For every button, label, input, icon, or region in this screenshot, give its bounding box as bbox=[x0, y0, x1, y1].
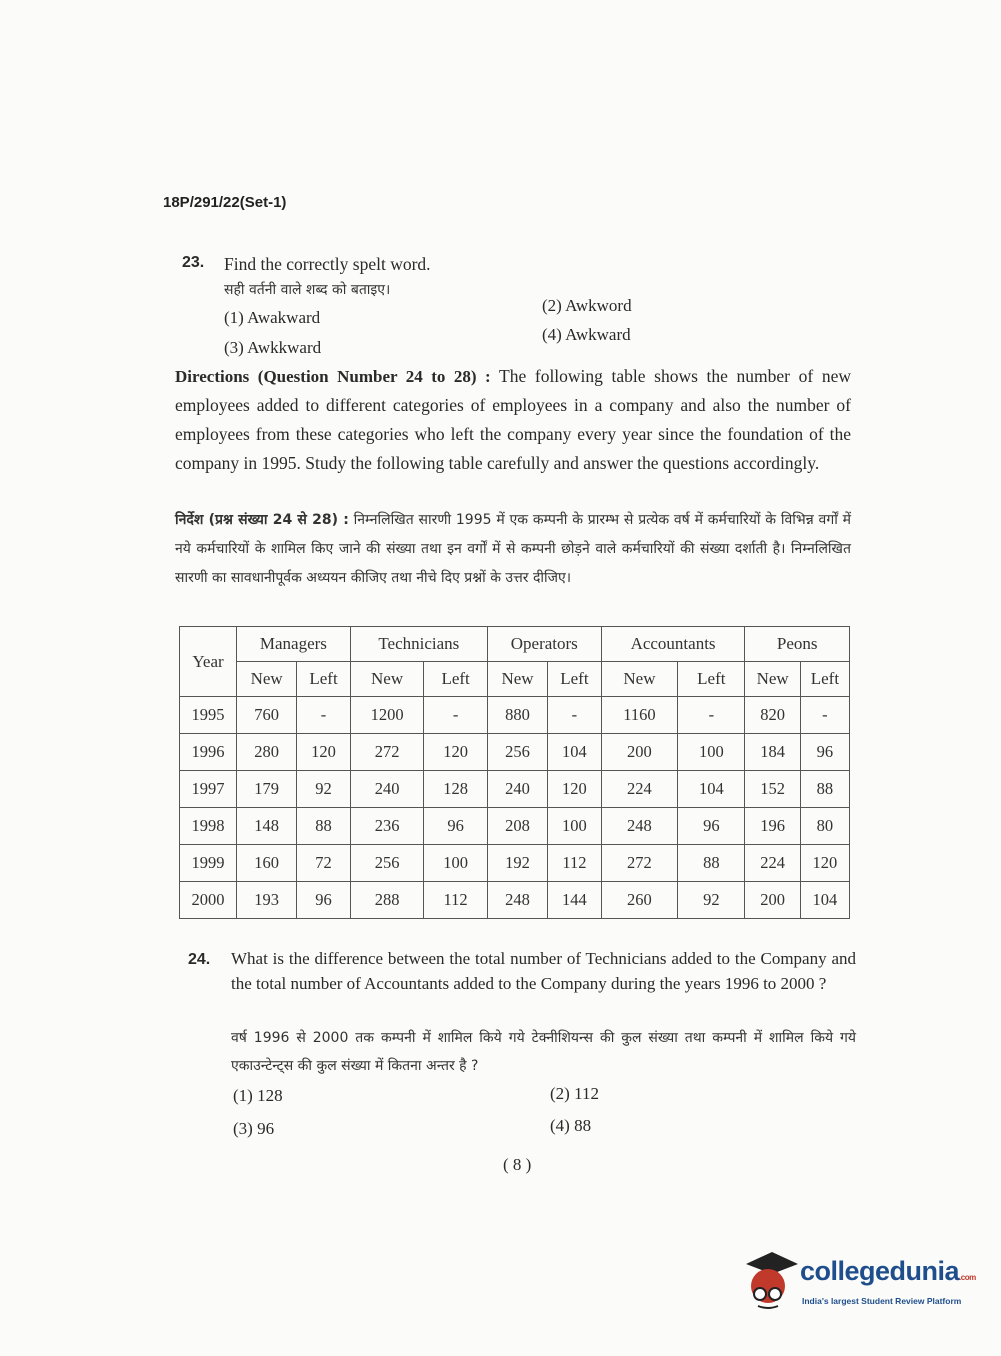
table-row bbox=[180, 697, 850, 734]
value-cell: 100 bbox=[548, 808, 601, 845]
value-cell: - bbox=[678, 697, 745, 734]
question-text-hindi: सही वर्तनी वाले शब्द को बताइए। bbox=[224, 282, 391, 298]
directions-hi bbox=[175, 506, 851, 593]
value-cell: 100 bbox=[424, 845, 488, 882]
option-4[interactable]: (4) 88 bbox=[550, 1116, 592, 1135]
new-header: New bbox=[601, 662, 678, 697]
paper-code: 18P/291/22(Set-1) bbox=[163, 194, 287, 211]
left-header: Left bbox=[548, 662, 601, 697]
category-header: Technicians bbox=[350, 627, 487, 662]
value-cell: 880 bbox=[487, 697, 547, 734]
directions-label-hindi: निर्देश (प्रश्न संख्या 24 से 28) : bbox=[175, 512, 349, 528]
logo-tagline: India's largest Student Review Platform bbox=[802, 1296, 962, 1306]
value-cell: 208 bbox=[487, 808, 547, 845]
year-header: Year bbox=[180, 627, 237, 697]
value-cell: 88 bbox=[678, 845, 745, 882]
value-cell: 196 bbox=[745, 808, 800, 845]
value-cell: 280 bbox=[237, 734, 297, 771]
year-cell: 2000 bbox=[180, 882, 237, 919]
option-3[interactable]: (3) 96 bbox=[233, 1119, 275, 1138]
option-1[interactable]: (1) 128 bbox=[233, 1086, 283, 1105]
new-header: New bbox=[487, 662, 547, 697]
question-number: 24. bbox=[188, 951, 211, 968]
value-cell: 260 bbox=[601, 882, 678, 919]
value-cell: 272 bbox=[601, 845, 678, 882]
value-cell: - bbox=[424, 697, 488, 734]
value-cell: 104 bbox=[800, 882, 849, 919]
value-cell: 179 bbox=[237, 771, 297, 808]
value-cell: 96 bbox=[678, 808, 745, 845]
value-cell: 288 bbox=[350, 882, 424, 919]
value-cell: 240 bbox=[350, 771, 424, 808]
value-cell: 1160 bbox=[601, 697, 678, 734]
left-header: Left bbox=[424, 662, 488, 697]
value-cell: 92 bbox=[678, 882, 745, 919]
collegedunia-logo bbox=[742, 1250, 976, 1312]
logo-suffix: .com bbox=[959, 1273, 976, 1282]
value-cell: 248 bbox=[601, 808, 678, 845]
new-header: New bbox=[237, 662, 297, 697]
value-cell: 128 bbox=[424, 771, 488, 808]
value-cell: - bbox=[297, 697, 350, 734]
employees-table bbox=[179, 626, 850, 919]
logo-name: collegedunia bbox=[800, 1256, 960, 1286]
value-cell: 112 bbox=[424, 882, 488, 919]
left-header: Left bbox=[297, 662, 350, 697]
option-2[interactable]: (2) 112 bbox=[550, 1084, 599, 1103]
directions-text-hindi: निम्नलिखित सारणी 1995 में एक कम्पनी के प्रारम्भ से प्रत्येक वर्ष में कर्मचारियों के विभिन्न वर्गों में नये कर्मचारियों के शामिल किए जाने की संख्या तथा इन वर्गों में से कम्पनी छोड़ने वाले कर्मचारियों की संख्या दर्शाती है। निम्नलिखित सारणी का सावधानीपूर्वक अध्ययन कीजिए तथा नीचे दिए प्रश्नों के उत्तर दीजिए। bbox=[175, 512, 852, 586]
option-3[interactable]: (3) Awkkward bbox=[224, 338, 322, 357]
question-text: What is the difference between the total number of Technicians added to the Company and the total number of Accountants added to the Company during the years 1996 to 2000 ? bbox=[231, 949, 856, 993]
option-2[interactable]: (2) Awkword bbox=[542, 296, 632, 315]
left-header: Left bbox=[678, 662, 745, 697]
value-cell: 248 bbox=[487, 882, 547, 919]
directions-en bbox=[175, 362, 851, 478]
table-row bbox=[180, 845, 850, 882]
option-1[interactable]: (1) Awakward bbox=[224, 308, 321, 327]
value-cell: 160 bbox=[237, 845, 297, 882]
year-cell: 1996 bbox=[180, 734, 237, 771]
value-cell: 120 bbox=[424, 734, 488, 771]
value-cell: 148 bbox=[237, 808, 297, 845]
mascot-icon bbox=[742, 1250, 798, 1310]
value-cell: 88 bbox=[297, 808, 350, 845]
value-cell: 92 bbox=[297, 771, 350, 808]
value-cell: 240 bbox=[487, 771, 547, 808]
value-cell: 112 bbox=[548, 845, 601, 882]
value-cell: - bbox=[800, 697, 849, 734]
value-cell: 224 bbox=[745, 845, 800, 882]
year-cell: 1998 bbox=[180, 808, 237, 845]
value-cell: 1200 bbox=[350, 697, 424, 734]
table-row bbox=[180, 882, 850, 919]
new-header: New bbox=[745, 662, 800, 697]
table-row bbox=[180, 771, 850, 808]
value-cell: 224 bbox=[601, 771, 678, 808]
directions-text: The following table shows the number of new employees added to different categories of employees in a company and also the number of employees from these categories who left the company every year since the foundation of the company in 1995. Study the following table carefully and answer the questions accordingly. bbox=[175, 366, 851, 473]
question-number: 23. bbox=[182, 254, 205, 271]
table-row bbox=[180, 808, 850, 845]
value-cell: - bbox=[548, 697, 601, 734]
value-cell: 100 bbox=[678, 734, 745, 771]
value-cell: 120 bbox=[548, 771, 601, 808]
value-cell: 256 bbox=[487, 734, 547, 771]
category-header: Operators bbox=[487, 627, 601, 662]
value-cell: 200 bbox=[745, 882, 800, 919]
category-header: Peons bbox=[745, 627, 850, 662]
value-cell: 80 bbox=[800, 808, 849, 845]
value-cell: 96 bbox=[424, 808, 488, 845]
value-cell: 96 bbox=[800, 734, 849, 771]
option-4[interactable]: (4) Awkward bbox=[542, 325, 631, 344]
directions-label: Directions (Question Number 24 to 28) : bbox=[175, 367, 491, 386]
category-header: Managers bbox=[237, 627, 351, 662]
value-cell: 104 bbox=[678, 771, 745, 808]
category-header: Accountants bbox=[601, 627, 745, 662]
question-text-hindi: वर्ष 1996 से 2000 तक कम्पनी में शामिल किये गये टेक्नीशियन्स की कुल संख्या तथा कम्पनी में शामिल किये गये एकाउन्टेन्ट्स की कुल संख्या में कितना अन्तर है ? bbox=[231, 1030, 856, 1074]
value-cell: 272 bbox=[350, 734, 424, 771]
question-text: Find the correctly spelt word. bbox=[224, 254, 431, 274]
value-cell: 120 bbox=[297, 734, 350, 771]
table-row bbox=[180, 734, 850, 771]
value-cell: 96 bbox=[297, 882, 350, 919]
page-number: ( 8 ) bbox=[503, 1155, 532, 1174]
year-cell: 1999 bbox=[180, 845, 237, 882]
value-cell: 192 bbox=[487, 845, 547, 882]
value-cell: 152 bbox=[745, 771, 800, 808]
value-cell: 820 bbox=[745, 697, 800, 734]
value-cell: 200 bbox=[601, 734, 678, 771]
year-cell: 1997 bbox=[180, 771, 237, 808]
value-cell: 104 bbox=[548, 734, 601, 771]
year-cell: 1995 bbox=[180, 697, 237, 734]
left-header: Left bbox=[800, 662, 849, 697]
value-cell: 88 bbox=[800, 771, 849, 808]
new-header: New bbox=[350, 662, 424, 697]
value-cell: 256 bbox=[350, 845, 424, 882]
value-cell: 193 bbox=[237, 882, 297, 919]
value-cell: 144 bbox=[548, 882, 601, 919]
value-cell: 236 bbox=[350, 808, 424, 845]
value-cell: 72 bbox=[297, 845, 350, 882]
value-cell: 120 bbox=[800, 845, 849, 882]
value-cell: 760 bbox=[237, 697, 297, 734]
value-cell: 184 bbox=[745, 734, 800, 771]
